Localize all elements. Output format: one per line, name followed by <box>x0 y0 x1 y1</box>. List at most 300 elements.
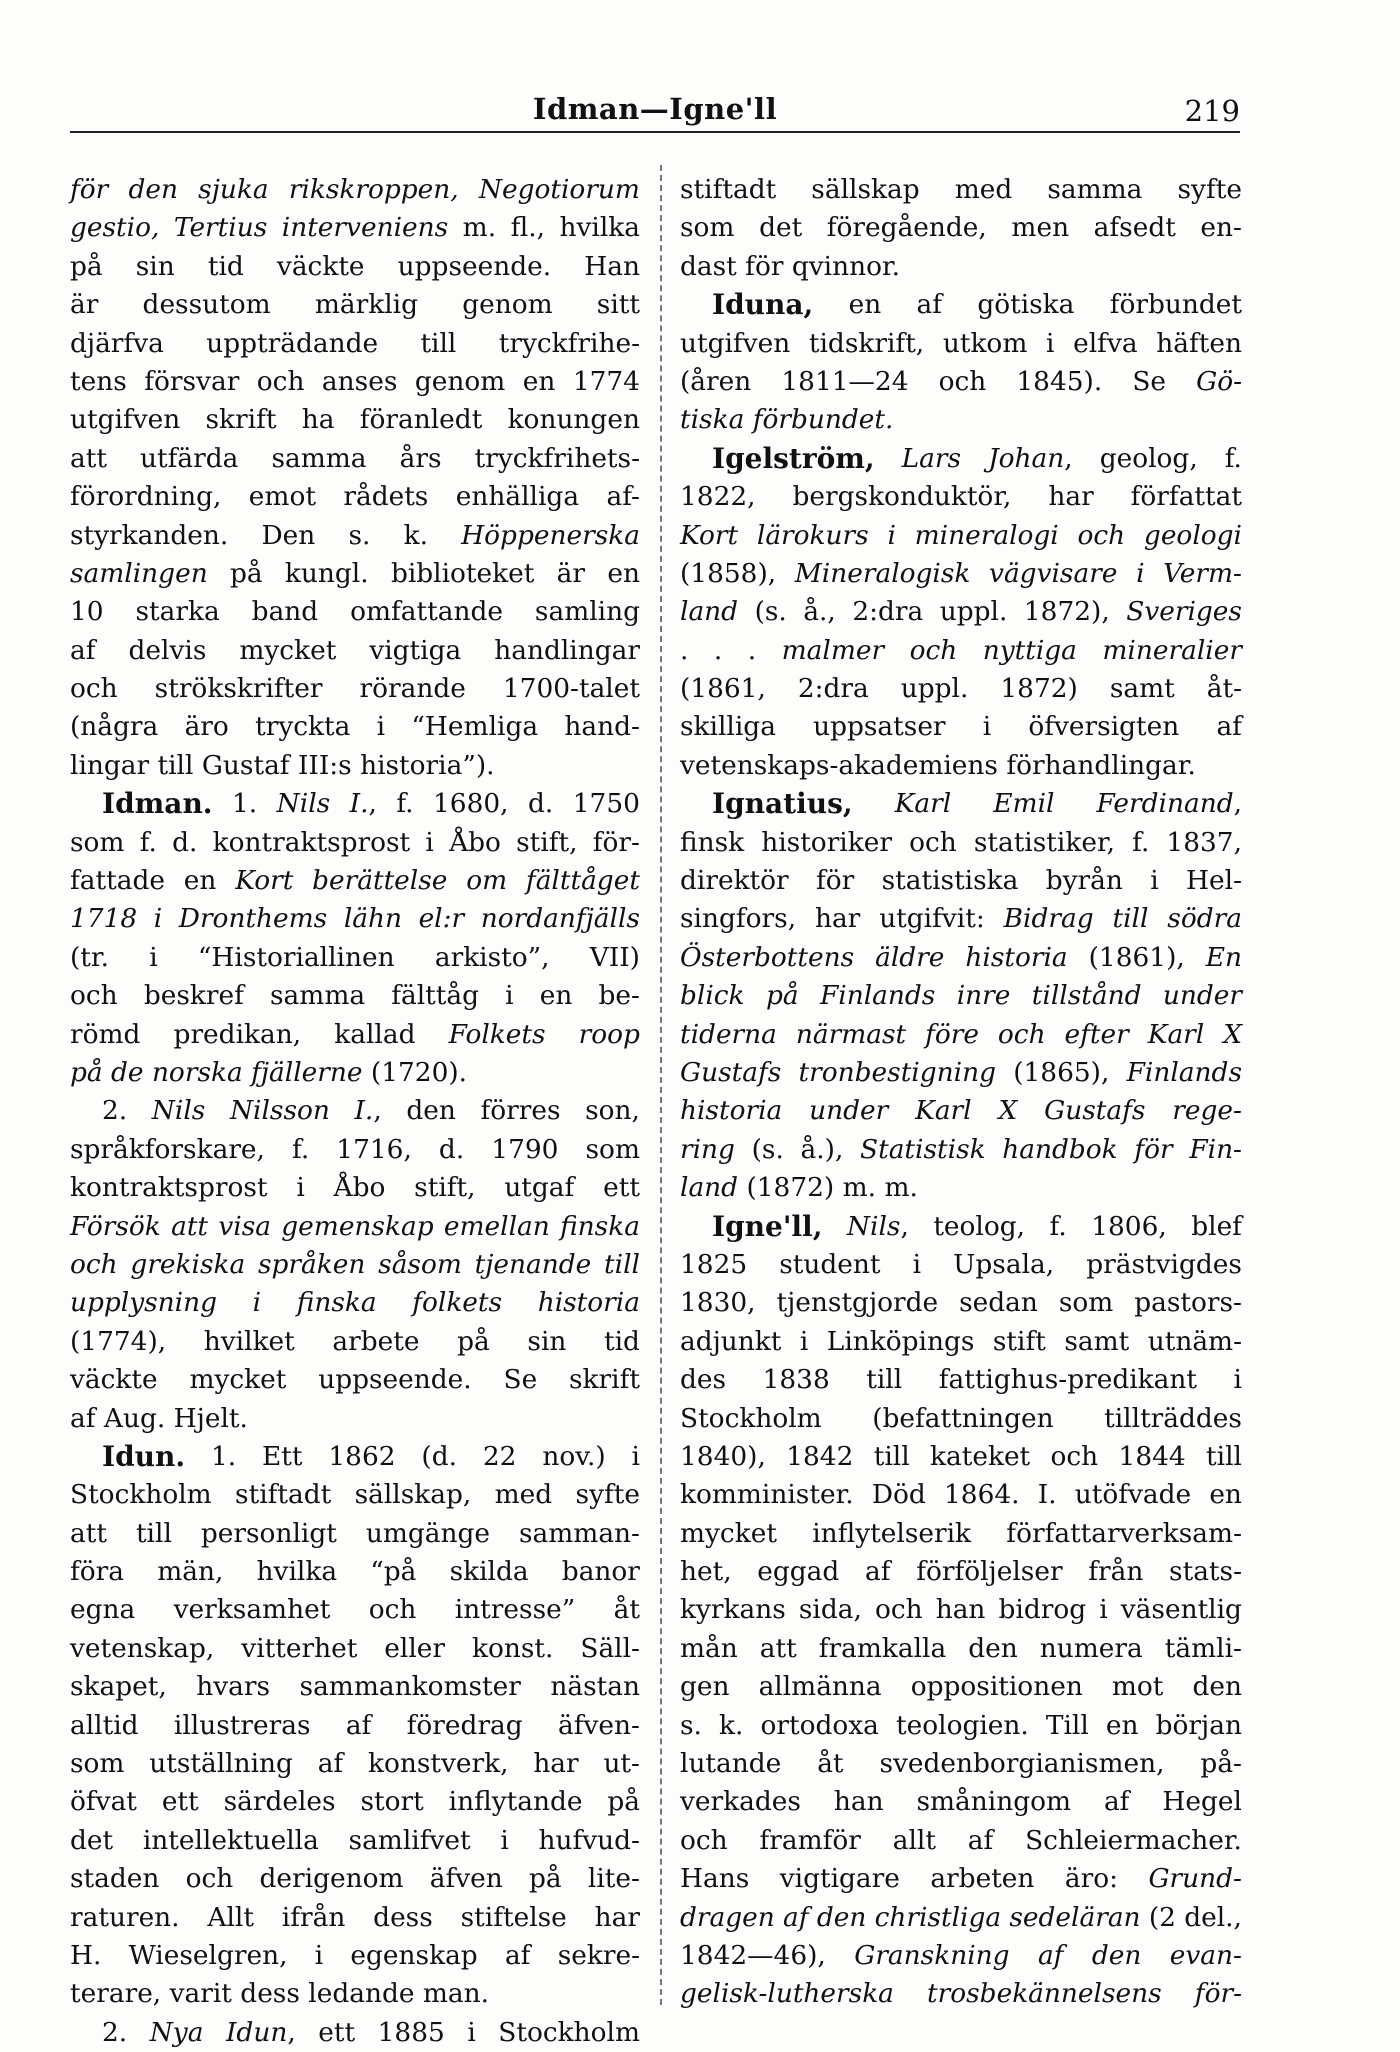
word: uppseende. <box>318 1364 472 1396</box>
word: en- <box>1200 212 1242 244</box>
word: el:r <box>418 903 465 935</box>
word: Schleiermacher. <box>1025 1824 1242 1856</box>
word: historia <box>965 941 1068 973</box>
text-line <box>70 1016 640 1054</box>
word: numera <box>1039 1632 1143 1664</box>
word: af <box>70 634 96 666</box>
word: att <box>171 1210 209 1242</box>
word: vetenskap, <box>70 1632 215 1664</box>
word: före <box>925 1018 979 1050</box>
word: uppl. <box>939 596 1008 628</box>
word: umgänge <box>365 1517 490 1549</box>
word: svedenborgianismen, <box>879 1748 1165 1780</box>
word: Stockholm <box>498 2016 640 2048</box>
text-line <box>70 171 640 209</box>
text-line <box>70 1438 640 1476</box>
text-line <box>70 1975 640 2013</box>
word: mycket <box>239 634 337 666</box>
word: den <box>1091 1939 1142 1971</box>
page-number: 219 <box>1184 94 1240 128</box>
word: till <box>135 1517 172 1549</box>
text-line <box>680 862 1242 900</box>
word: i <box>149 941 158 973</box>
word: ett <box>161 1786 199 1818</box>
word: som <box>585 1133 640 1165</box>
word: af <box>1216 711 1242 743</box>
word: i <box>631 1440 640 1472</box>
word: m. <box>884 1172 918 1204</box>
text-line <box>680 1054 1242 1092</box>
word: Nilsson <box>229 1095 330 1127</box>
word: tid <box>207 250 244 282</box>
word: evan- <box>1169 1939 1242 1971</box>
word: starka <box>135 596 220 628</box>
word: Gustafs <box>680 1056 782 1088</box>
word: i <box>467 2016 476 2048</box>
word: af <box>504 1939 531 1971</box>
text-line <box>680 1745 1242 1783</box>
word: i <box>1046 327 1055 359</box>
word: och <box>1077 519 1126 551</box>
word: finsk <box>680 826 745 858</box>
word: kallad <box>334 1018 416 1050</box>
text-line <box>70 1707 640 1745</box>
word: att <box>70 1517 107 1549</box>
word: förbundet <box>1109 289 1242 321</box>
text-line <box>70 632 640 670</box>
word: om <box>466 865 508 897</box>
word: (1872) <box>746 1172 843 1204</box>
word: genom <box>414 365 506 397</box>
text-line <box>680 1361 1242 1399</box>
word: att <box>70 442 107 474</box>
text-line <box>680 708 1242 746</box>
text-line <box>70 1400 640 1438</box>
word: 2:dra <box>797 673 869 705</box>
word: christliga <box>874 1901 1002 1933</box>
word: pastors- <box>1134 1287 1242 1319</box>
word: 2. <box>102 1095 128 1127</box>
text-line <box>70 478 640 516</box>
word: tryckfrihets- <box>474 442 640 474</box>
word: förbundet. <box>752 404 894 436</box>
word: föredrag <box>406 1709 523 1741</box>
word: stats- <box>1169 1556 1242 1588</box>
word: nov.) <box>542 1440 606 1472</box>
word: till <box>866 1364 903 1396</box>
word: vigtigare <box>779 1863 900 1895</box>
word: 1718 <box>70 903 138 935</box>
word: Österbottens <box>680 941 855 973</box>
word: grekiska <box>130 1248 246 1280</box>
word: s. <box>680 1709 702 1741</box>
text-line <box>680 824 1242 862</box>
word: Johan, <box>988 442 1073 474</box>
text-line <box>680 1169 1242 1207</box>
word: Bidrag <box>1003 903 1094 935</box>
word: har <box>594 1901 640 1933</box>
word: 1842 <box>786 1440 854 1472</box>
text-line <box>680 1822 1242 1860</box>
text-line <box>680 1515 1242 1553</box>
word: och <box>1050 1440 1099 1472</box>
word: konstverk, <box>367 1748 509 1780</box>
word: styrkanden. <box>70 519 229 551</box>
word: sedeläran <box>1009 1901 1141 1933</box>
word: (åren <box>680 365 752 397</box>
right-column <box>680 171 1242 2014</box>
word: till <box>157 749 202 781</box>
word: rege- <box>1172 1095 1242 1127</box>
word: gelisk-lutherska <box>680 1978 894 2010</box>
word: 1806, <box>1091 1210 1167 1242</box>
word: dessutom <box>142 289 271 321</box>
word: 1680, <box>432 788 509 820</box>
word: på <box>607 1786 640 1818</box>
text-line <box>680 900 1242 938</box>
word: en <box>522 365 556 397</box>
word: den <box>128 174 178 205</box>
word: (1858), <box>680 557 777 589</box>
text-line <box>70 1208 640 1246</box>
word: rådets <box>343 481 429 513</box>
word: stiftadt <box>680 174 777 205</box>
text-line <box>680 1591 1242 1629</box>
word: till <box>604 1248 640 1280</box>
word: vägvisare <box>989 557 1118 589</box>
word: häften <box>1156 327 1242 359</box>
word: Aug. <box>103 1402 174 1434</box>
word: framkalla <box>818 1632 947 1664</box>
word: historia”). <box>360 749 495 781</box>
word: kontraktsprost <box>70 1172 268 1204</box>
word: 1700-talet <box>502 673 640 705</box>
word: qvinnor. <box>791 250 901 282</box>
word: på <box>457 1325 490 1357</box>
word: delvis <box>128 634 207 666</box>
word: Nils <box>276 788 331 820</box>
word: i <box>1099 1594 1108 1626</box>
text-line <box>70 1783 640 1821</box>
word: äro <box>184 711 229 743</box>
word: 1. <box>211 1440 237 1472</box>
word: i <box>1150 865 1159 897</box>
word: stiftadt <box>235 1479 332 1511</box>
word: tryckta <box>255 711 351 743</box>
word: trosbekännelsens <box>927 1978 1162 2010</box>
word: tjenande <box>474 1248 592 1280</box>
word: eller <box>384 1632 445 1664</box>
word: åt <box>817 1748 844 1780</box>
word: för <box>70 174 109 205</box>
word: hufvud- <box>538 1824 640 1856</box>
text-line <box>680 1476 1242 1514</box>
word: 1822, <box>680 481 756 513</box>
word: den <box>1192 1671 1242 1703</box>
word: del., <box>1184 1901 1242 1933</box>
word: banor <box>561 1556 640 1588</box>
word: Nya <box>149 2016 204 2048</box>
word: början <box>1155 1709 1242 1741</box>
word: fjällerne <box>251 1056 363 1088</box>
word: ledande <box>308 1978 423 2010</box>
word: bergskonduktör, <box>792 481 1012 513</box>
text-line <box>680 1323 1242 1361</box>
word: i <box>314 1939 324 1971</box>
word: å.), <box>800 1133 844 1165</box>
word: och <box>70 980 118 1012</box>
text-line <box>680 1246 1242 1284</box>
word: Höppenerska <box>461 519 640 551</box>
word: fälttåg <box>391 980 479 1012</box>
word: den <box>816 1901 867 1933</box>
word: Gustaf <box>201 749 298 781</box>
text-line <box>70 1745 640 1783</box>
word: (2 <box>1148 1901 1176 1933</box>
text-line <box>70 555 640 593</box>
word: sitt <box>596 289 640 321</box>
word: utgifven <box>680 327 791 359</box>
text-line <box>680 670 1242 708</box>
word: k. <box>719 1709 744 1741</box>
word: f. <box>1224 442 1242 474</box>
word: från <box>1088 1556 1144 1588</box>
word: väckte <box>70 1364 158 1396</box>
word: sin <box>527 1325 567 1357</box>
word: verkades <box>680 1786 801 1818</box>
word: väsentlig <box>1120 1594 1242 1626</box>
word: Idman. <box>102 787 213 821</box>
word: historiker <box>761 826 892 858</box>
text-line <box>680 401 1242 439</box>
word: land <box>680 1172 739 1204</box>
word: af <box>916 289 943 321</box>
word: och <box>909 826 957 858</box>
text-line <box>680 1131 1242 1169</box>
word: biblioteket <box>390 557 535 589</box>
word: handbok <box>1002 1133 1118 1165</box>
word: mineralier <box>1102 634 1242 666</box>
word: utnäm- <box>1147 1325 1242 1357</box>
word: s. <box>348 519 371 551</box>
word: i <box>500 1824 509 1856</box>
word: det <box>759 212 803 244</box>
word: de <box>111 1056 144 1088</box>
text-line <box>70 517 640 555</box>
word: i <box>982 711 992 743</box>
word: malmer <box>781 634 885 666</box>
word: eggad <box>757 1556 840 1588</box>
word: intellektuella <box>142 1824 319 1856</box>
word: land <box>680 596 739 628</box>
word: 10 <box>70 596 104 628</box>
word: och <box>70 1248 118 1280</box>
word: sida, <box>798 1594 862 1626</box>
word: Karl <box>1147 1018 1205 1050</box>
word: stift, <box>516 826 578 858</box>
word: Finlands <box>819 980 936 1012</box>
word: såsom <box>378 1248 462 1280</box>
word: uppträdande <box>206 327 379 359</box>
word: upplysning <box>70 1287 218 1319</box>
word: predikan, <box>173 1018 302 1050</box>
word: äfven <box>429 1863 503 1895</box>
word: Folkets <box>448 1018 546 1050</box>
word: hvars <box>196 1671 271 1703</box>
text-line <box>70 1284 640 1322</box>
word: Tertius <box>173 212 268 244</box>
word: gestio, <box>70 212 160 244</box>
text-line <box>680 1937 1242 1975</box>
text-line <box>70 824 640 862</box>
text-line <box>680 632 1242 670</box>
word: Säll- <box>580 1632 640 1664</box>
word: kateket <box>930 1440 1031 1472</box>
text-line <box>680 1668 1242 1706</box>
word: emot <box>248 481 316 513</box>
word: 2:dra <box>852 596 924 628</box>
word: tjenstgjorde <box>776 1287 939 1319</box>
word: konst. <box>471 1632 554 1664</box>
word: och <box>938 365 987 397</box>
text-line <box>680 555 1242 593</box>
word: äldre <box>875 941 945 973</box>
word: 1825 <box>680 1248 748 1280</box>
text-line <box>680 171 1242 209</box>
word: syfte <box>575 1479 640 1511</box>
word: är <box>556 557 586 589</box>
text-line <box>70 363 640 401</box>
word: och <box>874 1594 923 1626</box>
word: af <box>1037 1939 1064 1971</box>
text-line <box>680 1630 1242 1668</box>
word: utgifven <box>70 404 181 436</box>
text-line <box>70 670 640 708</box>
word: Stockholm <box>70 1479 212 1511</box>
text-line <box>70 1246 640 1284</box>
word: inflytande <box>448 1786 583 1818</box>
word: finska <box>296 1287 377 1319</box>
word: arbete <box>332 1325 420 1357</box>
word: i <box>153 903 163 935</box>
word: Nils, <box>846 1210 909 1242</box>
text-line <box>70 747 640 785</box>
word: . <box>713 634 723 666</box>
word: 1840), <box>680 1440 766 1472</box>
word: och <box>680 1824 728 1856</box>
word: terare, <box>70 1978 170 2010</box>
word: samt <box>1064 1325 1130 1357</box>
word: adjunkt <box>680 1325 782 1357</box>
word: på <box>70 1056 103 1088</box>
word: lärokurs <box>756 519 869 551</box>
word: sammankomster <box>299 1671 521 1703</box>
word: förhandlingar. <box>1006 749 1196 781</box>
word: 1872) <box>1000 673 1078 705</box>
word: prästvigdes <box>1086 1248 1242 1280</box>
word: tillstånd <box>1031 980 1142 1012</box>
word: åt <box>613 1594 640 1626</box>
word: af- <box>606 481 640 513</box>
word: lite- <box>587 1863 640 1895</box>
word: utkom <box>942 327 1028 359</box>
word: 1716, <box>336 1133 412 1165</box>
word: sedan <box>959 1287 1038 1319</box>
text-line <box>680 440 1242 478</box>
text-line <box>70 785 640 823</box>
word: mycket <box>189 1364 287 1396</box>
word: Finlands <box>1126 1056 1242 1088</box>
word: uppsatser <box>813 711 946 743</box>
text-line <box>70 708 640 746</box>
word: stiftelse <box>460 1901 567 1933</box>
word: samma <box>271 442 367 474</box>
word: i <box>425 826 434 858</box>
word: hvilka <box>256 1556 338 1588</box>
word: enhälliga <box>455 481 580 513</box>
word: efter <box>1064 1018 1129 1050</box>
text-line <box>70 1131 640 1169</box>
text-line <box>70 1630 640 1668</box>
word: Gö- <box>1196 365 1242 397</box>
word: d. <box>528 788 554 820</box>
word: X <box>998 1095 1018 1127</box>
word: En <box>1205 941 1242 973</box>
word: staden <box>70 1863 160 1895</box>
word: Linköpings <box>826 1325 975 1357</box>
word: mineralogi <box>914 519 1059 551</box>
word: folkets <box>412 1287 503 1319</box>
word: hvilka <box>559 212 640 244</box>
word: inre <box>956 980 1011 1012</box>
word: anses <box>321 365 398 397</box>
word: omfattande <box>350 596 503 628</box>
word: öfversigten <box>1028 711 1180 743</box>
word: vitterhet <box>241 1632 358 1664</box>
text-line <box>70 1323 640 1361</box>
text-line <box>70 1822 640 1860</box>
word: framför <box>759 1824 861 1856</box>
word: i <box>505 980 514 1012</box>
word: 22 <box>482 1440 517 1472</box>
word: författat <box>1130 481 1242 513</box>
word: vigtiga <box>369 634 462 666</box>
word: han <box>935 1594 986 1626</box>
word: intresse” <box>454 1594 576 1626</box>
word: dess <box>373 1901 433 1933</box>
word: Negotiorum <box>478 174 640 205</box>
word: rikskroppen, <box>288 174 459 205</box>
text-line <box>680 517 1242 555</box>
word: närmast <box>795 1018 907 1050</box>
text-line <box>680 478 1242 516</box>
text-line <box>680 593 1242 631</box>
word: vetenskaps-akademiens <box>680 749 1007 781</box>
word: som <box>70 1748 125 1780</box>
word: södra <box>1167 903 1242 935</box>
word: tillträddes <box>1104 1402 1242 1434</box>
word: 1838 <box>762 1364 830 1396</box>
word: (1861), <box>1088 941 1185 973</box>
word: med <box>954 174 1013 205</box>
word: Se <box>1132 365 1167 397</box>
word: hvilket <box>203 1325 295 1357</box>
word: utöfvade <box>1074 1479 1192 1511</box>
word: af <box>1103 1786 1130 1818</box>
word: (1720). <box>370 1056 468 1088</box>
word: i <box>912 1248 922 1280</box>
word: märklig <box>314 289 418 321</box>
